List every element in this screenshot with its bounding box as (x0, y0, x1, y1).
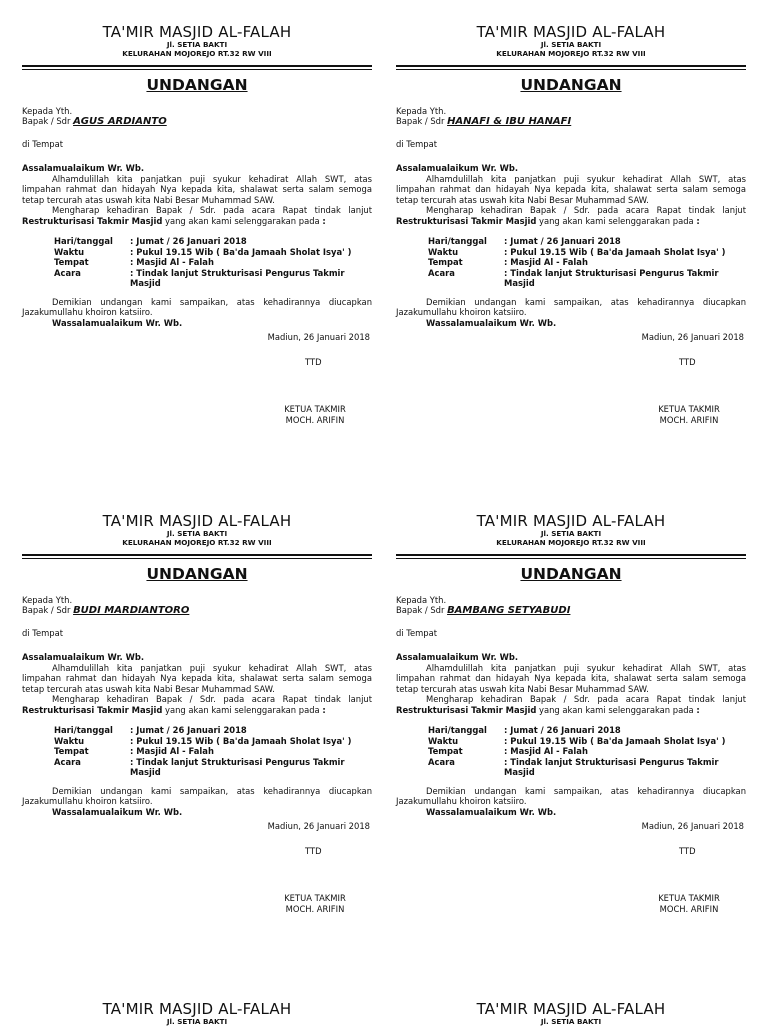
detail-value: : Pukul 19.15 Wib ( Ba'da Jamaah Sholat Isya' ) (130, 735, 352, 746)
org-district: KELURAHAN MOJOREJO RT.32 RW VIII (122, 537, 272, 547)
header-rule-thin (22, 558, 372, 559)
invitation-title: UNDANGAN (146, 75, 248, 94)
closing-paragraph: Demikian undangan kami sampaikan, atas kehadirannya diucapkan Jazakumullahu khoiron katsiiro. (22, 296, 372, 318)
salam-close: Wassalamualaikum Wr. Wb. (426, 317, 557, 328)
detail-row (54, 757, 372, 778)
event-details (54, 236, 372, 289)
detail-row (54, 746, 372, 757)
detail-value: : Masjid Al - Falah (504, 746, 588, 757)
org-title: TA'MIR MASJID AL-FALAH (102, 23, 292, 41)
signature-block (654, 404, 724, 425)
signer-role: KETUA TAKMIR (658, 893, 720, 904)
paragraph-2-end: yang akan kami selenggarakan pada (162, 704, 323, 715)
detail-value: : Pukul 19.15 Wib ( Ba'da Jamaah Sholat Isya' ) (504, 735, 726, 746)
org-street: Jl. SETIA BAKTI (540, 529, 602, 538)
paragraph-2-colon: : (696, 215, 700, 226)
header-rule-thin (396, 558, 746, 559)
header-rule-thick (22, 65, 372, 67)
ttd-mark: TTD (305, 356, 322, 367)
detail-label: Waktu (54, 735, 85, 746)
detail-row (54, 268, 372, 289)
salam-close: Wassalamualaikum Wr. Wb. (426, 806, 557, 817)
partial-card-right (396, 1001, 746, 1027)
paragraph-2-end: yang akan kami selenggarakan pada (162, 215, 323, 226)
salam-close: Wassalamualaikum Wr. Wb. (52, 317, 183, 328)
paragraph-2-start: Mengharap kehadiran Bapak / Sdr. pada acara Rapat tindak lanjut (426, 205, 746, 216)
detail-row (428, 725, 746, 736)
detail-row (54, 236, 372, 247)
to-line: Kepada Yth. (396, 594, 447, 605)
invitation-title: UNDANGAN (520, 75, 622, 94)
paragraph-2 (22, 694, 372, 715)
header-rule-thick (22, 554, 372, 556)
paragraph-2-end: yang akan kami selenggarakan pada (536, 704, 697, 715)
org-street: Jl. SETIA BAKTI (166, 529, 228, 538)
paragraph-1: Alhamdulillah kita panjatkan puji syukur kehadirat Allah SWT, atas limpahan rahmat dan hidayah Nya kepada kita, shalawat serta salam semoga tetap tercurah atas uswah kita Nabi Besar Muhammad SAW. (396, 662, 746, 694)
signer-name: MOCH. ARIFIN (659, 414, 719, 425)
paragraph-2-colon: : (322, 215, 326, 226)
di-tempat: di Tempat (22, 627, 64, 638)
detail-row (54, 736, 372, 747)
detail-value: : Jumat / 26 Januari 2018 (504, 236, 621, 247)
detail-label: Tempat (428, 257, 463, 268)
event-details (428, 236, 746, 289)
closing-paragraph: Demikian undangan kami sampaikan, atas kehadirannya diucapkan Jazakumullahu khoiron katsiiro. (396, 785, 746, 807)
detail-value: : Jumat / 26 Januari 2018 (130, 725, 247, 736)
ttd-mark: TTD (679, 845, 696, 856)
paragraph-2 (22, 205, 372, 226)
org-title: TA'MIR MASJID AL-FALAH (476, 23, 666, 41)
closing-paragraph: Demikian undangan kami sampaikan, atas kehadirannya diucapkan Jazakumullahu khoiron katsiiro. (396, 296, 746, 318)
header-rule-thin (396, 69, 746, 70)
org-street: Jl. SETIA BAKTI (166, 40, 228, 49)
partial-card-left (22, 1001, 372, 1027)
detail-label: Acara (428, 756, 455, 767)
detail-row (428, 247, 746, 258)
paragraph-2-bold: Restrukturisasi Takmir Masjid (22, 215, 163, 226)
letter-date: Madiun, 26 Januari 2018 (267, 821, 370, 832)
recipient-name: BAMBANG SETYABUDI (447, 605, 571, 617)
signature-block (280, 404, 350, 425)
paragraph-2-colon: : (696, 704, 700, 715)
org-street: Jl. SETIA BAKTI (540, 40, 602, 49)
invitation-card (396, 24, 746, 425)
detail-label: Waktu (54, 246, 85, 257)
org-title: TA'MIR MASJID AL-FALAH (476, 512, 666, 530)
detail-label: Hari/tanggal (428, 236, 487, 247)
detail-row (54, 257, 372, 268)
detail-label: Hari/tanggal (428, 725, 487, 736)
address-block (396, 595, 746, 617)
org-street: Jl. SETIA BAKTI (540, 1017, 602, 1026)
paragraph-2-start: Mengharap kehadiran Bapak / Sdr. pada acara Rapat tindak lanjut (52, 205, 372, 216)
salam-close: Wassalamualaikum Wr. Wb. (52, 806, 183, 817)
to-prefix: Bapak / Sdr (396, 116, 448, 127)
recipient-line (396, 605, 746, 617)
signer-role: KETUA TAKMIR (658, 404, 720, 415)
detail-label: Tempat (428, 746, 463, 757)
signer-name: MOCH. ARIFIN (285, 903, 345, 914)
detail-value: : Masjid Al - Falah (504, 257, 588, 268)
detail-value: : Jumat / 26 Januari 2018 (130, 236, 247, 247)
paragraph-2-colon: : (322, 704, 326, 715)
org-district: KELURAHAN MOJOREJO RT.32 RW VIII (496, 537, 646, 547)
di-tempat: di Tempat (22, 138, 64, 149)
paragraph-2-start: Mengharap kehadiran Bapak / Sdr. pada acara Rapat tindak lanjut (426, 694, 746, 705)
org-title: TA'MIR MASJID AL-FALAH (102, 512, 292, 530)
paragraph-1: Alhamdulillah kita panjatkan puji syukur kehadirat Allah SWT, atas limpahan rahmat dan hidayah Nya kepada kita, shalawat serta salam semoga tetap tercurah atas uswah kita Nabi Besar Muhammad SAW. (396, 173, 746, 205)
paragraph-2 (396, 205, 746, 226)
detail-label: Tempat (54, 746, 89, 757)
salam-open: Assalamualaikum Wr. Wb. (396, 163, 519, 174)
detail-value: : Pukul 19.15 Wib ( Ba'da Jamaah Sholat Isya' ) (130, 246, 352, 257)
salam-open: Assalamualaikum Wr. Wb. (22, 163, 145, 174)
ttd-mark: TTD (305, 845, 322, 856)
invitation-card (22, 513, 372, 914)
di-tempat: di Tempat (396, 627, 438, 638)
letter-date: Madiun, 26 Januari 2018 (641, 821, 744, 832)
detail-label: Acara (54, 267, 81, 278)
address-block (396, 106, 746, 128)
paragraph-2 (396, 694, 746, 715)
detail-value: : Masjid Al - Falah (130, 746, 214, 757)
to-line: Kepada Yth. (396, 105, 447, 116)
signature-block (654, 893, 724, 914)
event-details (428, 725, 746, 778)
address-block (22, 595, 372, 617)
di-tempat: di Tempat (396, 138, 438, 149)
invitation-card (22, 24, 372, 425)
detail-value: : Tindak lanjut Strukturisasi Pengurus Takmir Masjid (504, 267, 719, 289)
invitation-card (396, 513, 746, 914)
to-prefix: Bapak / Sdr (396, 605, 448, 616)
letter-date: Madiun, 26 Januari 2018 (267, 332, 370, 343)
to-prefix: Bapak / Sdr (22, 116, 74, 127)
salam-open: Assalamualaikum Wr. Wb. (396, 652, 519, 663)
to-line: Kepada Yth. (22, 594, 73, 605)
signer-role: KETUA TAKMIR (284, 404, 346, 415)
signer-role: KETUA TAKMIR (284, 893, 346, 904)
paragraph-1: Alhamdulillah kita panjatkan puji syukur kehadirat Allah SWT, atas limpahan rahmat dan hidayah Nya kepada kita, shalawat serta salam semoga tetap tercurah atas uswah kita Nabi Besar Muhammad SAW. (22, 173, 372, 205)
paragraph-2-end: yang akan kami selenggarakan pada (536, 215, 697, 226)
detail-label: Hari/tanggal (54, 236, 113, 247)
detail-value: : Pukul 19.15 Wib ( Ba'da Jamaah Sholat Isya' ) (504, 246, 726, 257)
org-title: TA'MIR MASJID AL-FALAH (102, 1000, 292, 1018)
recipient-line (396, 116, 746, 128)
ttd-mark: TTD (679, 356, 696, 367)
detail-label: Hari/tanggal (54, 725, 113, 736)
address-block (22, 106, 372, 128)
paragraph-2-bold: Restrukturisasi Takmir Masjid (396, 215, 537, 226)
detail-label: Acara (428, 267, 455, 278)
org-district: KELURAHAN MOJOREJO RT.32 RW VIII (122, 48, 272, 58)
header-rule-thick (396, 554, 746, 556)
to-line: Kepada Yth. (22, 105, 73, 116)
detail-row (428, 746, 746, 757)
signature-block (280, 893, 350, 914)
invitation-title: UNDANGAN (520, 564, 622, 583)
detail-label: Acara (54, 756, 81, 767)
paragraph-2-start: Mengharap kehadiran Bapak / Sdr. pada acara Rapat tindak lanjut (52, 694, 372, 705)
detail-row (428, 757, 746, 778)
detail-label: Tempat (54, 257, 89, 268)
recipient-line (22, 605, 372, 617)
detail-value: : Tindak lanjut Strukturisasi Pengurus Takmir Masjid (130, 756, 345, 778)
detail-value: : Jumat / 26 Januari 2018 (504, 725, 621, 736)
event-details (54, 725, 372, 778)
signer-name: MOCH. ARIFIN (285, 414, 345, 425)
salam-open: Assalamualaikum Wr. Wb. (22, 652, 145, 663)
org-title: TA'MIR MASJID AL-FALAH (476, 1000, 666, 1018)
paragraph-2-bold: Restrukturisasi Takmir Masjid (22, 704, 163, 715)
recipient-name: BUDI MARDIANTORO (73, 605, 190, 617)
to-prefix: Bapak / Sdr (22, 605, 74, 616)
detail-row (428, 236, 746, 247)
paragraph-1: Alhamdulillah kita panjatkan puji syukur kehadirat Allah SWT, atas limpahan rahmat dan hidayah Nya kepada kita, shalawat serta salam semoga tetap tercurah atas uswah kita Nabi Besar Muhammad SAW. (22, 662, 372, 694)
org-street: Jl. SETIA BAKTI (166, 1017, 228, 1026)
letter-date: Madiun, 26 Januari 2018 (641, 332, 744, 343)
recipient-line (22, 116, 372, 128)
signer-name: MOCH. ARIFIN (659, 903, 719, 914)
detail-row (54, 725, 372, 736)
recipient-name: AGUS ARDIANTO (73, 116, 167, 128)
detail-value: : Tindak lanjut Strukturisasi Pengurus Takmir Masjid (130, 267, 345, 289)
paragraph-2-bold: Restrukturisasi Takmir Masjid (396, 704, 537, 715)
detail-row (54, 247, 372, 258)
detail-row (428, 268, 746, 289)
detail-row (428, 257, 746, 268)
detail-value: : Tindak lanjut Strukturisasi Pengurus Takmir Masjid (504, 756, 719, 778)
org-district: KELURAHAN MOJOREJO RT.32 RW VIII (496, 48, 646, 58)
closing-paragraph: Demikian undangan kami sampaikan, atas kehadirannya diucapkan Jazakumullahu khoiron katsiiro. (22, 785, 372, 807)
detail-value: : Masjid Al - Falah (130, 257, 214, 268)
detail-label: Waktu (428, 735, 459, 746)
detail-row (428, 736, 746, 747)
header-rule-thin (22, 69, 372, 70)
invitation-title: UNDANGAN (146, 564, 248, 583)
header-rule-thick (396, 65, 746, 67)
detail-label: Waktu (428, 246, 459, 257)
recipient-name: HANAFI & IBU HANAFI (447, 116, 572, 128)
